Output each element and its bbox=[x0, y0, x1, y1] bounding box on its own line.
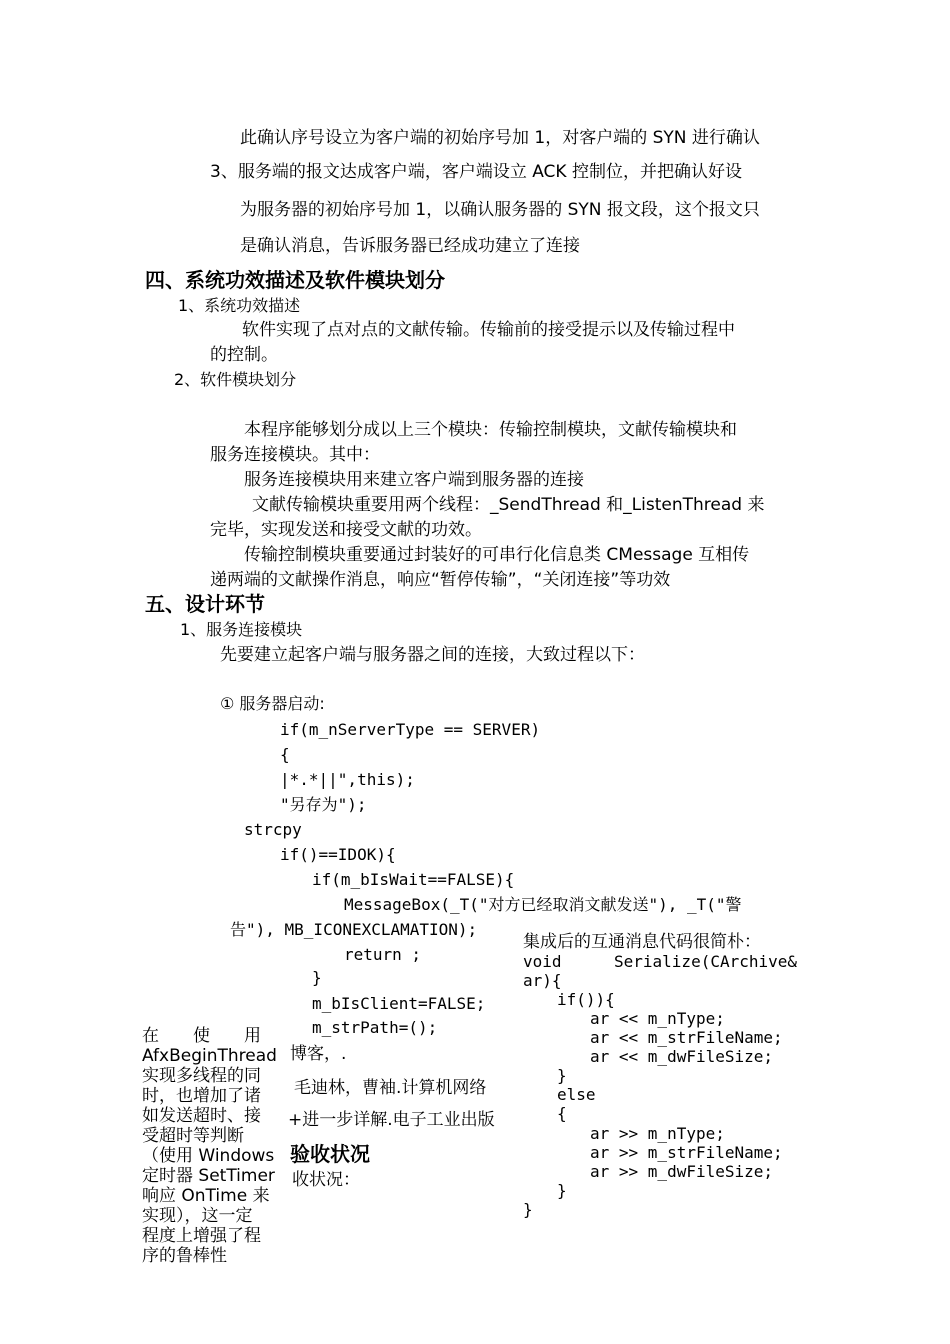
paragraph-line: 先要建立起客户端与服务器之间的连接，大致过程以下： bbox=[220, 645, 645, 665]
subsection-title: 1、系统功效描述 bbox=[178, 296, 301, 315]
code-line: ar){ bbox=[523, 971, 562, 990]
note-line: 序的鲁棒性 bbox=[142, 1246, 227, 1266]
subsection-title: 2、软件模块划分 bbox=[174, 370, 297, 389]
note-line: 实现多线程的同 bbox=[142, 1066, 261, 1086]
paragraph-line: 递两端的文献操作消息，响应“暂停传输”，“关闭连接”等功效 bbox=[210, 570, 671, 590]
clipped-text: 毛迪林，曹袖.计算机网络 bbox=[294, 1078, 487, 1098]
code-line: ar << m_strFileName; bbox=[590, 1028, 783, 1047]
paragraph-line: 软件实现了点对点的文献传输。传输前的接受提示以及传输过程中 bbox=[242, 320, 735, 340]
note-line: （使用 Windows bbox=[142, 1146, 275, 1166]
note-line: 响应 OnTime 来 bbox=[142, 1186, 270, 1206]
code-line: return ; bbox=[344, 945, 422, 964]
paragraph-line: 完毕，实现发送和接受文献的功效。 bbox=[210, 520, 482, 540]
paragraph-line: 的控制。 bbox=[210, 345, 278, 365]
code-line: } bbox=[523, 1200, 533, 1219]
code-line: else bbox=[557, 1085, 596, 1104]
paragraph-line: 服务连接模块用来建立客户端到服务器的连接 bbox=[244, 470, 584, 490]
code-line: if(m_bIsWait==FALSE){ bbox=[312, 870, 515, 889]
paragraph-line: 此确认序号设立为客户端的初始序号加 1，对客户端的 SYN 进行确认 bbox=[240, 128, 760, 148]
code-line: m_strPath=(); bbox=[312, 1018, 438, 1037]
code-line: ar >> m_strFileName; bbox=[590, 1143, 783, 1162]
code-line: "另存为"); bbox=[280, 795, 367, 814]
code-line: MessageBox(_T("对方已经取消文献发送"), _T("警 bbox=[344, 895, 742, 914]
code-box-title: 集成后的互通消息代码很简朴： bbox=[523, 932, 761, 952]
step-title: ① 服务器启动: bbox=[220, 694, 325, 713]
code-line: m_bIsClient=FALSE; bbox=[312, 994, 486, 1013]
code-line: ar << m_nType; bbox=[590, 1009, 725, 1028]
note-line: 时，也增加了诸 bbox=[142, 1086, 261, 1106]
clipped-text: 博客，. bbox=[290, 1044, 347, 1064]
paragraph-line: 3、服务端的报文达成客户端，客户端设立 ACK 控制位，并把确认好设 bbox=[210, 162, 742, 182]
code-line: ar << m_dwFileSize; bbox=[590, 1047, 774, 1066]
note-line: 受超时等判断 bbox=[142, 1126, 244, 1146]
paragraph-line: 本程序能够划分成以上三个模块：传输控制模块，文献传输模块和 bbox=[244, 420, 737, 440]
clipped-text: 收状况： bbox=[292, 1170, 360, 1190]
paragraph-line: 传输控制模块重要通过封装好的可串行化信息类 CMessage 互相传 bbox=[244, 545, 750, 565]
note-line: 如发送超时、接 bbox=[142, 1106, 261, 1126]
section-heading: 五、设计环节 bbox=[145, 592, 265, 616]
code-line: void bbox=[523, 952, 562, 971]
code-line: ar >> m_nType; bbox=[590, 1124, 725, 1143]
code-line: Serialize(CArchive& bbox=[614, 952, 798, 971]
note-line: 程度上增强了程 bbox=[142, 1226, 261, 1246]
clipped-text: +进一步详解.电子工业出版 bbox=[288, 1110, 495, 1130]
section-heading: 四、系统功效描述及软件模块划分 bbox=[145, 268, 445, 292]
code-line: } bbox=[557, 1181, 567, 1200]
code-line: { bbox=[280, 745, 290, 764]
code-line: 告"), MB_ICONEXCLAMATION); bbox=[230, 920, 478, 939]
clipped-heading: 验收状况 bbox=[290, 1142, 370, 1166]
paragraph-line: 是确认消息，告诉服务器已经成功建立了连接 bbox=[240, 236, 580, 256]
code-line: } bbox=[312, 968, 322, 987]
paragraph-line: 为服务器的初始序号加 1，以确认服务器的 SYN 报文段，这个报文只 bbox=[240, 200, 760, 220]
note-line: AfxBeginThread bbox=[142, 1046, 277, 1066]
left-note-box bbox=[142, 1026, 282, 1266]
paragraph-line: 服务连接模块。其中： bbox=[210, 445, 380, 465]
note-line: 定时器 SetTimer bbox=[142, 1166, 275, 1186]
paragraph-line: 文献传输模块重要用两个线程：_SendThread 和_ListenThread 来 bbox=[252, 495, 765, 515]
code-line: { bbox=[557, 1104, 567, 1123]
code-line: if()){ bbox=[557, 990, 615, 1009]
code-line: } bbox=[557, 1066, 567, 1085]
code-line: if(m_nServerType == SERVER) bbox=[280, 720, 541, 739]
code-line: if()==IDOK){ bbox=[280, 845, 396, 864]
subsection-title: 1、服务连接模块 bbox=[180, 620, 303, 639]
note-line: 实现），这一定 bbox=[142, 1206, 253, 1226]
code-line: |*.*||",this); bbox=[280, 770, 415, 789]
note-line: 在 使 用 bbox=[142, 1026, 261, 1046]
code-line: strcpy bbox=[244, 820, 302, 839]
code-line: ar >> m_dwFileSize; bbox=[590, 1162, 774, 1181]
